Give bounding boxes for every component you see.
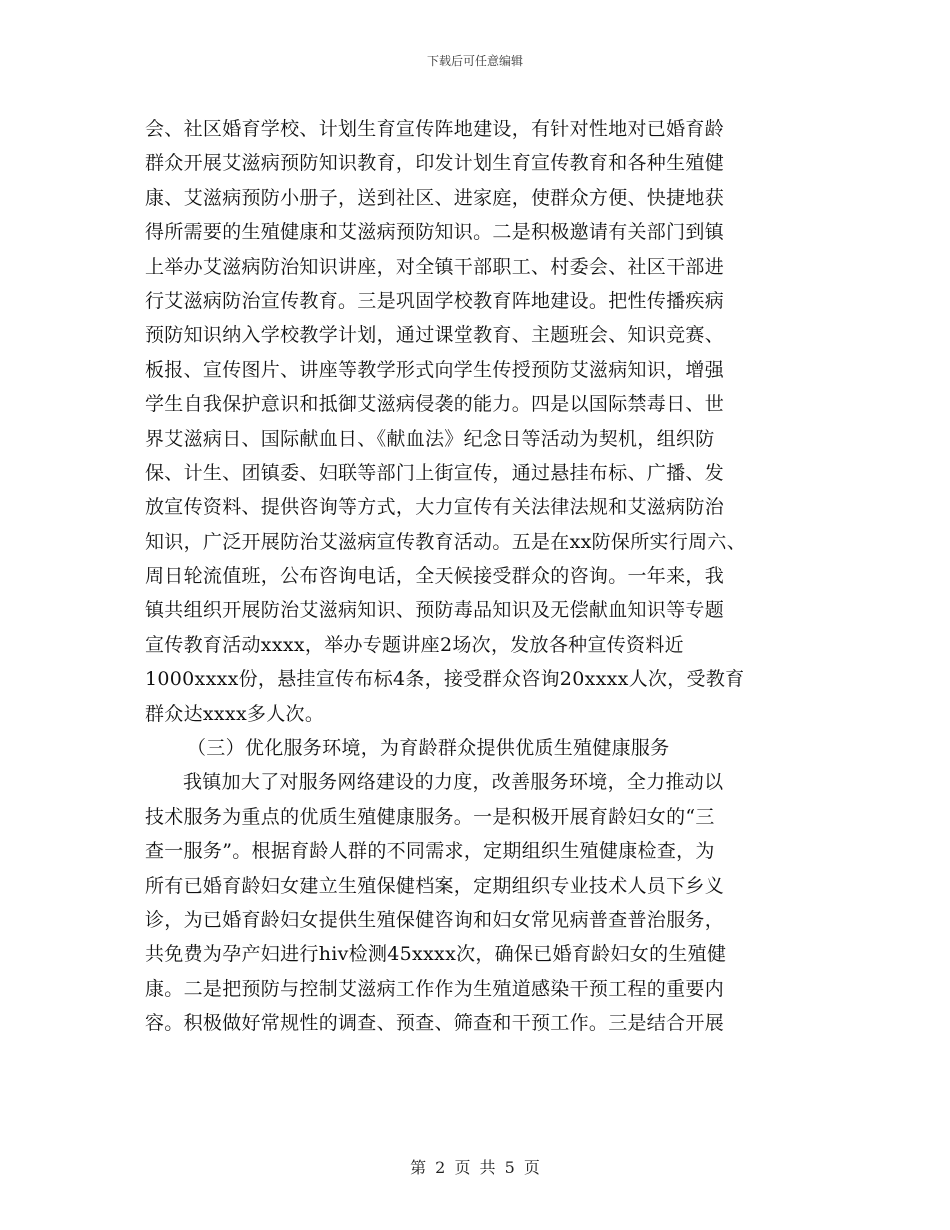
body-line-1: 会、社区婚育学校、计划生育宣传阵地建设，有针对性地对已婚育龄 (145, 118, 725, 140)
body-line-27: 容。积极做好常规性的调查、预查、筛查和干预工作。三是结合开展 (145, 1012, 725, 1035)
body-line-22: 查一服务”。根据育龄人群的不同需求，定期组织生殖健康检查，为 (145, 840, 715, 863)
section-heading: （三）优化服务环境，为育龄群众提供优质生殖健康服务 (187, 737, 670, 760)
body-line-21: 技术服务为重点的优质生殖健康服务。一是积极开展育龄妇女的“三 (145, 805, 715, 828)
body-line-7: 预防知识纳入学校教学计划，通过课堂教育、主题班会、知识竞赛、 (145, 324, 725, 347)
body-line-17: 1000xxxx份，悬挂宣传布标4条，接受群众咨询20xxxx人次，受教育 (145, 668, 745, 691)
body-line-10: 界艾滋病日、国际献血日、《献血法》纪念日等活动为契机，组织防 (145, 427, 715, 450)
body-line-24: 诊，为已婚育龄妇女提供生殖保健咨询和妇女常见病普查普治服务， (145, 908, 725, 931)
page-number-footer: 第 2 页 共 5 页 (410, 1158, 540, 1177)
body-line-8: 板报、宣传图片、讲座等教学形式向学生传授预防艾滋病知识，增强 (145, 358, 725, 381)
body-line-14: 周日轮流值班，公布咨询电话，全天候接受群众的咨询。一年来，我 (145, 565, 725, 588)
body-line-23: 所有已婚育龄妇女建立生殖保健档案，定期组织专业技术人员下乡义 (145, 874, 725, 897)
body-line-5: 上举办艾滋病防治知识讲座，对全镇干部职工、村委会、社区干部进 (145, 255, 725, 278)
body-line-25: 共免费为孕产妇进行hiv检测45xxxx次，确保已婚育龄妇女的生殖健 (145, 943, 727, 966)
page-header: 下载后可任意编辑 (426, 54, 523, 68)
body-line-6: 行艾滋病防治宣传教育。三是巩固学校教育阵地建设。把性传播疾病 (145, 289, 725, 312)
body-line-3: 康、艾滋病预防小册子，送到社区、进家庭，使群众方便、快捷地获 (145, 186, 725, 209)
body-line-20: 我镇加大了对服务网络建设的力度，改善服务环境，全力推动以 (183, 771, 724, 794)
body-line-9: 学生自我保护意识和抵御艾滋病侵袭的能力。四是以国际禁毒日、世 (145, 393, 725, 416)
body-line-16: 宣传教育活动xxxx，举办专题讲座2场次，发放各种宣传资料近 (145, 633, 684, 656)
body-line-4: 得所需要的生殖健康和艾滋病预防知识。二是积极邀请有关部门到镇 (145, 221, 725, 244)
body-line-2: 群众开展艾滋病预防知识教育，印发计划生育宣传教育和各种生殖健 (145, 152, 725, 175)
body-line-12: 放宣传资料、提供咨询等方式，大力宣传有关法律法规和艾滋病防治 (145, 496, 725, 519)
document-body (145, 112, 805, 1041)
body-line-13: 知识，广泛开展防治艾滋病宣传教育活动。五是在xx防保所实行周六、 (145, 530, 747, 553)
body-line-26: 康。二是把预防与控制艾滋病工作作为生殖道感染干预工程的重要内 (145, 977, 725, 1000)
body-line-15: 镇共组织开展防治艾滋病知识、预防毒品知识及无偿献血知识等专题 (145, 599, 725, 622)
body-line-18: 群众达xxxx多人次。 (145, 702, 325, 725)
body-line-11: 保、计生、团镇委、妇联等部门上街宣传，通过悬挂布标、广播、发 (145, 461, 725, 484)
